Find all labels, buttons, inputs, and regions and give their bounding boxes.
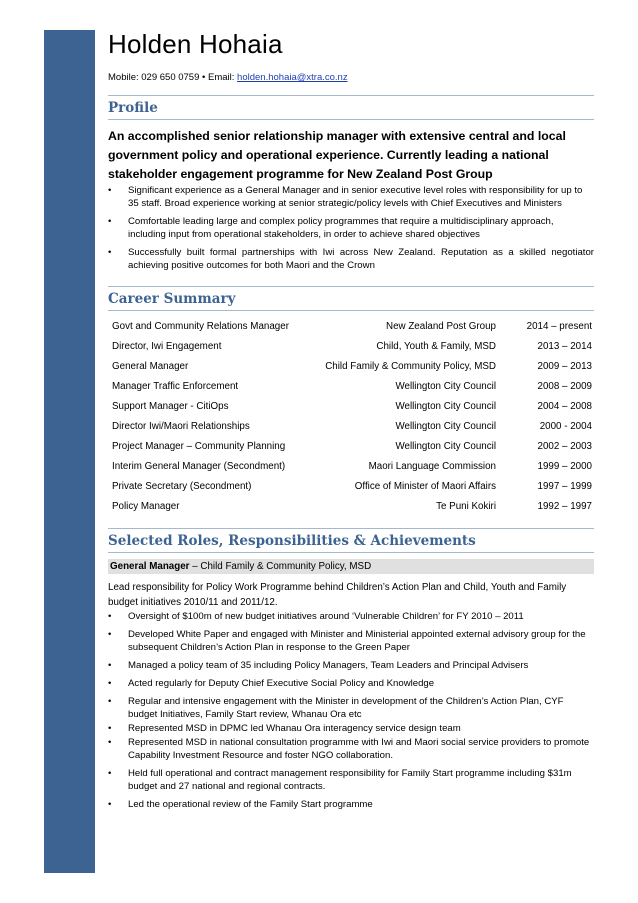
career-row (112, 336, 592, 356)
career-organisation: Wellington City Council (395, 440, 496, 452)
career-row (112, 436, 592, 456)
profile-summary: An accomplished senior relationship manager with extensive central and local government policy and operational experience. Currently leading a national stakeholder engagement programme for New Zealand Post Group (108, 129, 566, 181)
career-role: General Manager (112, 360, 189, 372)
career-organisation: Wellington City Council (395, 400, 496, 412)
career-years: 1997 – 1999 (537, 480, 592, 492)
career-years: 2002 – 2003 (537, 440, 592, 452)
profile-bullet: • Successfully built formal partnerships with Iwi across New Zealand. Reputation as a skilled negotiator achieving positive outcomes for both Maori and the Crown (108, 246, 594, 272)
mobile-number: Mobile: 029 650 0759 (108, 72, 200, 83)
career-organisation: Te Puni Kokiri (436, 500, 496, 512)
role-lead: Lead responsibility for Policy Work Programme behind Children’s Action Plan and Child, Youth and Family budget initiatives 2010/11 and 2011/12. (108, 582, 567, 608)
career-row (112, 316, 592, 336)
achievement-bullet: • Led the operational review of the Family Start programme (108, 798, 594, 811)
career-organisation: Child Family & Community Policy, MSD (325, 360, 496, 372)
career-row (112, 396, 592, 416)
sidebar-accent-bar (44, 30, 95, 873)
career-years: 2004 – 2008 (537, 400, 592, 412)
career-years: 1992 – 1997 (537, 500, 592, 512)
career-years: 2008 – 2009 (537, 380, 592, 392)
career-organisation: Office of Minister of Maori Affairs (354, 480, 496, 492)
career-years: 2009 – 2013 (537, 360, 592, 372)
career-role: Policy Manager (112, 500, 180, 512)
profile-bullet: • Significant experience as a General Manager and in senior executive level roles with responsibility for up to 35 staff. Broad experience working at senior strategic/policy levels with Chief Executives and Ministers (108, 184, 594, 210)
roles-heading: Selected Roles, Responsibilities & Achievements (108, 528, 594, 553)
career-years: 2013 – 2014 (537, 340, 592, 352)
career-row (112, 476, 592, 496)
career-role: Support Manager - CitiOps (112, 400, 229, 412)
career-years: 2000 - 2004 (539, 420, 592, 432)
career-role: Project Manager – Community Planning (112, 440, 286, 452)
resume-content (108, 28, 594, 816)
role-title-bar (108, 559, 594, 574)
achievement-bullet: • Acted regularly for Deputy Chief Executive Social Policy and Knowledge (108, 677, 594, 690)
profile-bullets (108, 184, 594, 272)
contact-line (108, 72, 594, 83)
career-organisation: Child, Youth & Family, MSD (376, 340, 496, 352)
career-role: Interim General Manager (Secondment) (112, 460, 286, 472)
achievement-bullet: • Held full operational and contract management responsibility for Family Start programme including $31m budget and 27 national and regional contracts. (108, 767, 594, 793)
career-role: Director Iwi/Maori Relationships (112, 420, 250, 432)
career-role: Govt and Community Relations Manager (112, 320, 289, 332)
career-role: Director, Iwi Engagement (112, 340, 222, 352)
career-role: Private Secretary (Secondment) (112, 480, 252, 492)
achievement-bullet: • Managed a policy team of 35 including Policy Managers, Team Leaders and Principal Advisers (108, 659, 594, 672)
candidate-name: Holden Hohaia (108, 29, 283, 59)
career-table (112, 316, 592, 516)
profile-heading: Profile (108, 95, 594, 120)
career-row (112, 356, 592, 376)
achievement-bullet: • Represented MSD in DPMC led Whanau Ora interagency service design team (108, 722, 594, 735)
role-title: General Manager (110, 561, 190, 572)
career-row (112, 496, 592, 516)
achievement-bullet: • Regular and intensive engagement with the Minister in development of the Children’s Action Plan, CYF budget Initiatives, Family Start review, Whanau Ora etc (108, 695, 594, 721)
career-organisation: New Zealand Post Group (386, 320, 496, 332)
career-organisation: Wellington City Council (395, 420, 496, 432)
career-row (112, 376, 592, 396)
achievement-bullets (108, 610, 594, 811)
career-role: Manager Traffic Enforcement (112, 380, 239, 392)
achievement-bullet: • Oversight of $100m of new budget initiatives around ‘Vulnerable Children’ for FY 2010 – 2011 (108, 610, 594, 623)
career-row (112, 416, 592, 436)
achievement-bullet: • Represented MSD in national consultation programme with Iwi and Maori social service providers to promote Capability Investment Resource and foster NGO collaboration. (108, 736, 594, 762)
career-years: 2014 – present (526, 320, 592, 332)
career-years: 1999 – 2000 (537, 460, 592, 472)
achievement-bullet: • Developed White Paper and engaged with Minister and Ministerial appointed external advisory group for the subsequent Children’s Action Plan in response to the Green Paper (108, 628, 594, 654)
email-link[interactable]: holden.hohaia@xtra.co.nz (237, 72, 348, 83)
role-detail: – Child Family & Community Policy, MSD (189, 561, 372, 572)
career-summary-heading: Career Summary (108, 286, 594, 311)
career-organisation: Wellington City Council (395, 380, 496, 392)
contact-separator: • (199, 72, 208, 83)
career-organisation: Maori Language Commission (368, 460, 496, 472)
profile-bullet: • Comfortable leading large and complex policy programmes that require a multidisciplinary approach, including input from operational stakeholders, in order to achieve shared objectives (108, 215, 594, 241)
email-label: Email: (208, 72, 238, 83)
career-row (112, 456, 592, 476)
